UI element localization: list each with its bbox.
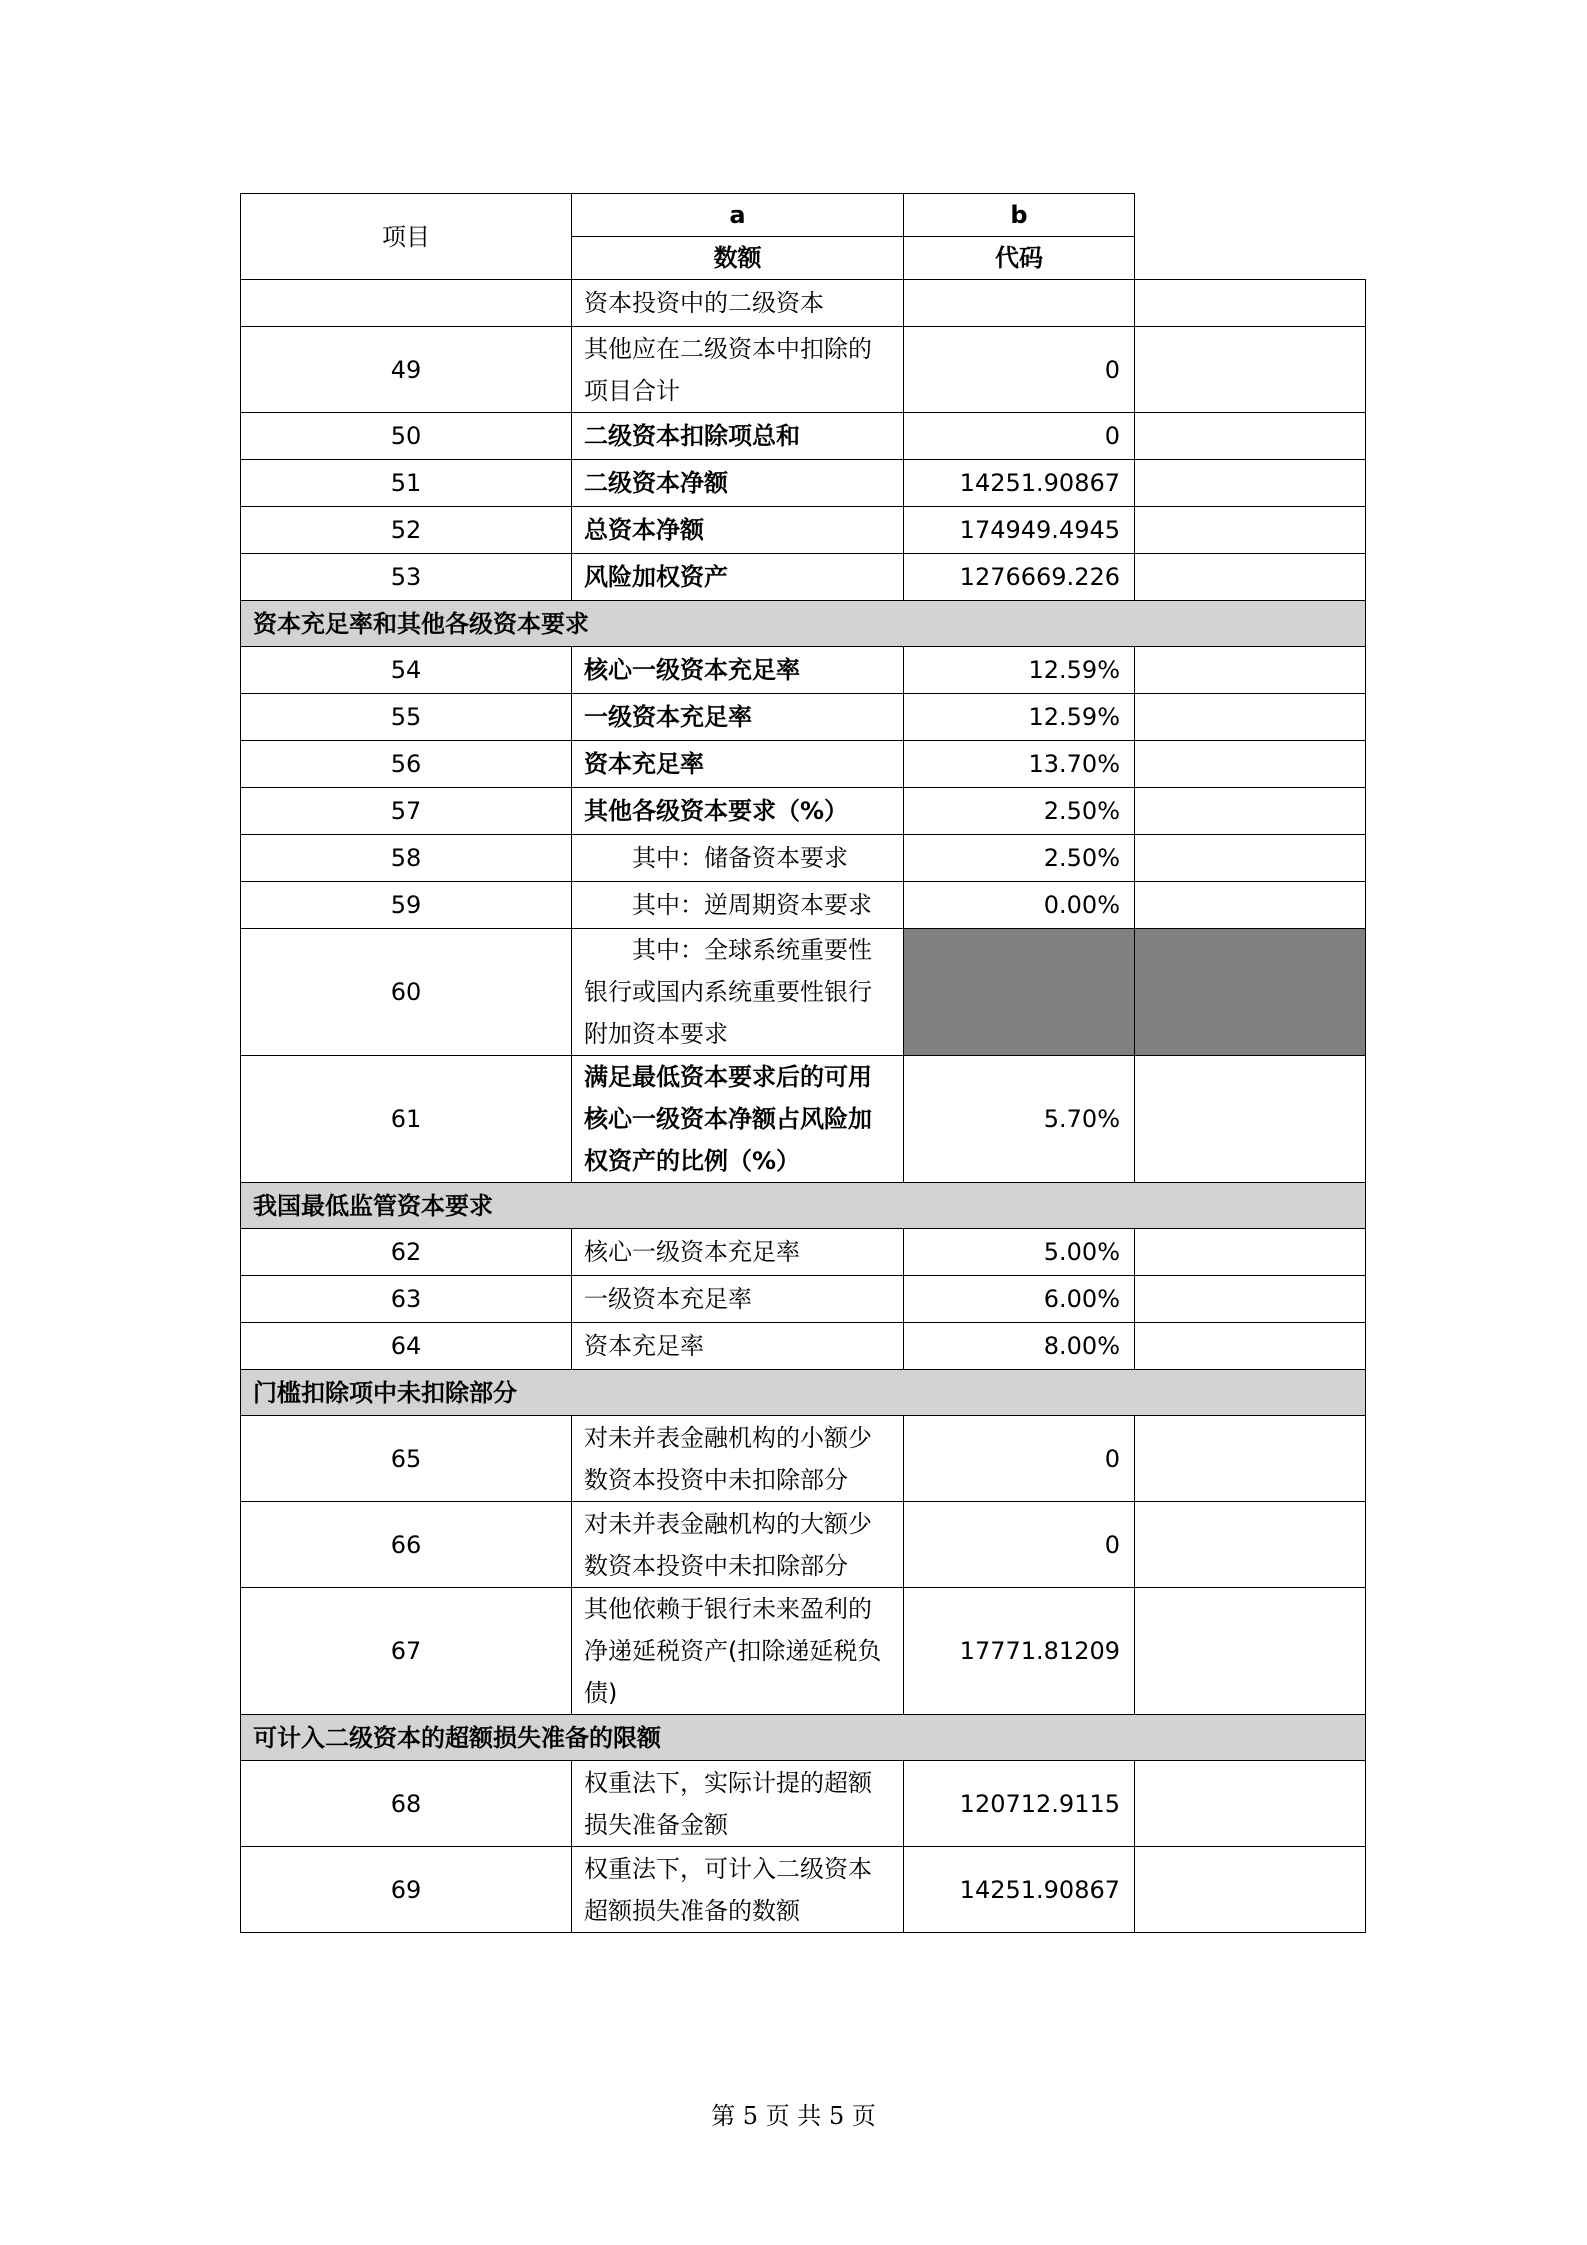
row-item-text: 二级资本扣除项总和 xyxy=(572,413,904,460)
row-item-text: 资本充足率 xyxy=(572,1323,904,1370)
row-value: 5.00% xyxy=(904,1229,1135,1276)
table-row xyxy=(241,788,1366,835)
row-code xyxy=(1135,1588,1366,1715)
table-row xyxy=(241,1502,1366,1588)
row-value: 0.00% xyxy=(904,882,1135,929)
table-row xyxy=(241,1323,1366,1370)
table-row xyxy=(241,1761,1366,1847)
row-number: 66 xyxy=(241,1502,572,1588)
row-code xyxy=(1135,1416,1366,1502)
header-col-a-letter: a xyxy=(572,194,904,237)
row-number: 60 xyxy=(241,929,572,1056)
header-col-b-label: 代码 xyxy=(904,237,1135,280)
row-number: 62 xyxy=(241,1229,572,1276)
row-number: 58 xyxy=(241,835,572,882)
row-item-text: 二级资本净额 xyxy=(572,460,904,507)
row-item-text: 对未并表金融机构的小额少数资本投资中未扣除部分 xyxy=(572,1416,904,1502)
row-item-text: 权重法下，可计入二级资本超额损失准备的数额 xyxy=(572,1847,904,1933)
row-code xyxy=(1135,647,1366,694)
table-row xyxy=(241,1229,1366,1276)
row-value: 2.50% xyxy=(904,788,1135,835)
row-number: 56 xyxy=(241,741,572,788)
table-row xyxy=(241,1416,1366,1502)
row-number: 51 xyxy=(241,460,572,507)
row-item-text: 风险加权资产 xyxy=(572,554,904,601)
row-item-text: 核心一级资本充足率 xyxy=(572,647,904,694)
row-number: 55 xyxy=(241,694,572,741)
row-code xyxy=(1135,1056,1366,1183)
row-value: 12.59% xyxy=(904,647,1135,694)
row-number: 59 xyxy=(241,882,572,929)
row-value: 0 xyxy=(904,413,1135,460)
row-item-text: 一级资本充足率 xyxy=(572,694,904,741)
table-row xyxy=(241,413,1366,460)
row-code xyxy=(1135,741,1366,788)
row-code xyxy=(1135,413,1366,460)
row-number: 67 xyxy=(241,1588,572,1715)
row-number: 68 xyxy=(241,1761,572,1847)
row-value: 0 xyxy=(904,1502,1135,1588)
header-col-a-label: 数额 xyxy=(572,237,904,280)
row-value: 14251.90867 xyxy=(904,1847,1135,1933)
row-code xyxy=(1135,327,1366,413)
row-value: 0 xyxy=(904,327,1135,413)
table-row xyxy=(241,280,1366,327)
row-code xyxy=(1135,882,1366,929)
table-row xyxy=(241,1588,1366,1715)
table-row xyxy=(241,694,1366,741)
row-value: 120712.9115 xyxy=(904,1761,1135,1847)
row-value: 0 xyxy=(904,1416,1135,1502)
row-item-text: 核心一级资本充足率 xyxy=(572,1229,904,1276)
table-row xyxy=(241,741,1366,788)
row-number: 64 xyxy=(241,1323,572,1370)
row-item-text: 资本投资中的二级资本 xyxy=(572,280,904,327)
table-row xyxy=(241,647,1366,694)
row-value: 17771.81209 xyxy=(904,1588,1135,1715)
section-header-row xyxy=(241,1370,1366,1416)
row-code xyxy=(1135,1323,1366,1370)
row-value: 13.70% xyxy=(904,741,1135,788)
row-number: 69 xyxy=(241,1847,572,1933)
row-value: 8.00% xyxy=(904,1323,1135,1370)
row-code xyxy=(1135,507,1366,554)
row-number: 52 xyxy=(241,507,572,554)
row-item-text: 一级资本充足率 xyxy=(572,1276,904,1323)
section-header-row xyxy=(241,601,1366,647)
row-code xyxy=(1135,1229,1366,1276)
row-code xyxy=(1135,694,1366,741)
row-number: 61 xyxy=(241,1056,572,1183)
header-col-b-letter: b xyxy=(904,194,1135,237)
row-item-text: 总资本净额 xyxy=(572,507,904,554)
row-code xyxy=(1135,835,1366,882)
section-header-row xyxy=(241,1715,1366,1761)
table-row xyxy=(241,1056,1366,1183)
row-code xyxy=(1135,1276,1366,1323)
row-number: 57 xyxy=(241,788,572,835)
table-row xyxy=(241,1847,1366,1933)
row-code xyxy=(1135,1761,1366,1847)
section-title: 门槛扣除项中未扣除部分 xyxy=(241,1370,1366,1416)
row-number: 63 xyxy=(241,1276,572,1323)
row-item-text: 其他依赖于银行未来盈利的净递延税资产(扣除递延税负债) xyxy=(572,1588,904,1715)
row-code xyxy=(1135,460,1366,507)
table-row xyxy=(241,1276,1366,1323)
row-item-text: 对未并表金融机构的大额少数资本投资中未扣除部分 xyxy=(572,1502,904,1588)
row-number: 65 xyxy=(241,1416,572,1502)
section-title: 我国最低监管资本要求 xyxy=(241,1183,1366,1229)
row-item-text: 其中：储备资本要求 xyxy=(572,835,904,882)
capital-adequacy-table xyxy=(240,193,1366,1933)
table-row xyxy=(241,460,1366,507)
row-code xyxy=(1135,1502,1366,1588)
row-code xyxy=(1135,280,1366,327)
row-number xyxy=(241,280,572,327)
row-code xyxy=(1135,554,1366,601)
row-number: 54 xyxy=(241,647,572,694)
row-code xyxy=(1135,788,1366,835)
row-number: 50 xyxy=(241,413,572,460)
row-value: 12.59% xyxy=(904,694,1135,741)
section-header-row xyxy=(241,1183,1366,1229)
row-number: 49 xyxy=(241,327,572,413)
row-item-text: 其他应在二级资本中扣除的项目合计 xyxy=(572,327,904,413)
row-code-shaded xyxy=(1135,929,1366,1056)
row-item-text: 其中：逆周期资本要求 xyxy=(572,882,904,929)
section-title: 资本充足率和其他各级资本要求 xyxy=(241,601,1366,647)
table-row xyxy=(241,929,1366,1056)
row-item-text: 权重法下，实际计提的超额损失准备金额 xyxy=(572,1761,904,1847)
row-item-text: 满足最低资本要求后的可用核心一级资本净额占风险加权资产的比例（%） xyxy=(572,1056,904,1183)
row-item-text: 其中：全球系统重要性银行或国内系统重要性银行附加资本要求 xyxy=(572,929,904,1056)
table-row xyxy=(241,835,1366,882)
row-number: 53 xyxy=(241,554,572,601)
row-value: 1276669.226 xyxy=(904,554,1135,601)
row-value: 14251.90867 xyxy=(904,460,1135,507)
row-item-text: 其他各级资本要求（%） xyxy=(572,788,904,835)
header-item-label: 项目 xyxy=(241,194,572,280)
section-title: 可计入二级资本的超额损失准备的限额 xyxy=(241,1715,1366,1761)
table-row xyxy=(241,882,1366,929)
row-item-text: 资本充足率 xyxy=(572,741,904,788)
table-row xyxy=(241,554,1366,601)
table-row xyxy=(241,327,1366,413)
row-value: 2.50% xyxy=(904,835,1135,882)
page-number-footer: 第 5 页 共 5 页 xyxy=(711,2102,876,2130)
row-value-shaded xyxy=(904,929,1135,1056)
row-value: 174949.4945 xyxy=(904,507,1135,554)
row-value xyxy=(904,280,1135,327)
row-value: 6.00% xyxy=(904,1276,1135,1323)
table-row xyxy=(241,507,1366,554)
table-header-row xyxy=(241,194,1366,237)
row-code xyxy=(1135,1847,1366,1933)
row-value: 5.70% xyxy=(904,1056,1135,1183)
